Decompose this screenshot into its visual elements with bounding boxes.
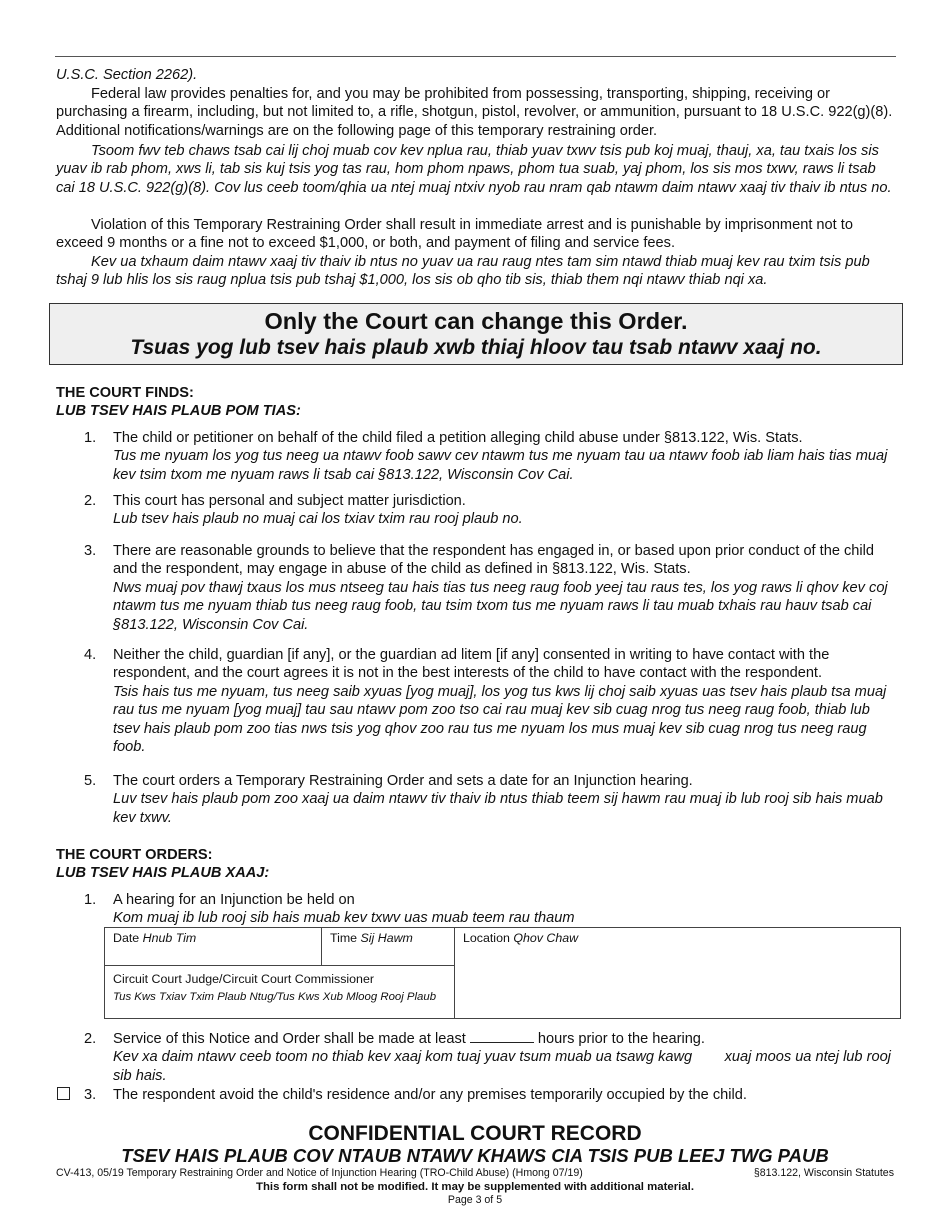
time-field[interactable] bbox=[322, 928, 455, 966]
judge-label-hmong: Tus Kws Txiav Txim Plaub Ntug/Tus Kws Xub Mloog Rooj Plaub bbox=[113, 991, 437, 1003]
banner-english: Only the Court can change this Order. bbox=[264, 308, 688, 334]
order-english: A hearing for an Injunction be held on bbox=[113, 892, 355, 908]
court-finds-title-hmong: LUB TSEV HAIS PLAUB POM TIAS: bbox=[56, 403, 301, 420]
finding-hmong: Tsis hais tus me nyuam, tus neeg saib xyuas [yog muaj], los yog tus kws lij choj saib xyuas uas tsev hais plaub tsa muaj rau tus me nyuam [yog muaj] tau sau ntawv pom zoo tso cai rau muaj kev sib cuag nrog tus neeg raug foob, thiab lub tsev hais plaub pom zoo tias nws tsis yog qhov zoo rau tus me nyuam los mus muaj kev sib cuag nrog tus neeg raug foob. bbox=[113, 683, 887, 756]
service-hours-blank[interactable] bbox=[470, 1030, 534, 1043]
form-identifier: CV-413, 05/19 Temporary Restraining Order and Notice of Injunction Hearing (TRO-Child Abuse) (Hmong 07/19) bbox=[56, 1167, 583, 1179]
finding-english: The child or petitioner on behalf of the child filed a petition alleging child abuse under §813.122, Wis. Stats. bbox=[113, 430, 803, 446]
hearing-details-table bbox=[104, 927, 901, 1019]
court-finds-title-english: THE COURT FINDS: bbox=[56, 385, 194, 401]
order-number: 2. bbox=[84, 1031, 97, 1047]
finding-number: 4. bbox=[84, 647, 97, 663]
finding-hmong: Luv tsev hais plaub pom zoo xaaj ua daim ntawv tiv thaiv ib ntus thiab teem sij hawm rau muaj ib lub rooj sib hais muab kev txwv. bbox=[113, 791, 883, 826]
service-hmong-part2: xuaj moos ua ntej lub rooj sib hais. bbox=[113, 1049, 891, 1084]
top-rule bbox=[55, 56, 896, 57]
statute-reference: §813.122, Wisconsin Statutes bbox=[753, 1167, 894, 1179]
date-field[interactable] bbox=[105, 928, 322, 966]
order-hmong: Kom muaj ib lub rooj sib hais muab kev txwv uas muab teem rau thaum bbox=[113, 910, 575, 927]
service-english-part2: hours prior to the hearing. bbox=[537, 1031, 705, 1047]
page-number: Page 3 of 5 bbox=[447, 1194, 503, 1206]
court-change-banner bbox=[49, 303, 903, 365]
court-orders-title-hmong: LUB TSEV HAIS PLAUB XAAJ: bbox=[56, 865, 270, 882]
finding-number: 1. bbox=[84, 430, 97, 446]
finding-item-3 bbox=[84, 542, 896, 634]
finding-number: 2. bbox=[84, 493, 97, 509]
finding-item-2 bbox=[84, 492, 896, 529]
judge-field[interactable] bbox=[105, 966, 455, 1018]
violation-english: Violation of this Temporary Restraining Order shall result in immediate arrest and is punishable by imprisonment not to exceed 9 months or a fine not to exceed $1,000, or both, and payment of filing and service fees. bbox=[56, 217, 853, 252]
court-orders-title-english: THE COURT ORDERS: bbox=[56, 847, 213, 863]
finding-hmong: Nws muaj pov thawj txaus los mus ntseeg tau hais tias tus neeg raug foob yeej tau raus tes, los yog raws li qhov kev coj ntawm tus me nyuam thiab tus neeg raug foob, tau tsim txom tus me nyuam raws li tau muab txhais rau hauv tsab cai §813.122, Wisconsin Cov Cai. bbox=[113, 579, 888, 633]
finding-hmong: Lub tsev hais plaub no muaj cai los txiav txim rau rooj plaub no. bbox=[113, 511, 523, 528]
finding-item-1 bbox=[84, 429, 896, 484]
modification-notice: This form shall not be modified. It may be supplemented with additional material. bbox=[256, 1181, 694, 1193]
finding-number: 5. bbox=[84, 773, 97, 789]
location-label-english: Location bbox=[463, 931, 510, 945]
usc-citation-end: U.S.C. Section 2262). bbox=[56, 67, 198, 83]
location-field[interactable] bbox=[455, 928, 900, 1018]
finding-number: 3. bbox=[84, 543, 97, 559]
court-finds-heading bbox=[56, 384, 301, 421]
finding-item-4 bbox=[84, 646, 896, 756]
finding-english: Neither the child, guardian [if any], or the guardian ad litem [if any] consented in writing to have contact with the respondent, and the court agrees it is not in the best interests of the child to have contact with the respondent. bbox=[113, 647, 830, 682]
order-english: The respondent avoid the child's residence and/or any premises temporarily occupied by the child. bbox=[113, 1087, 747, 1103]
order-number: 1. bbox=[84, 892, 97, 908]
service-hmong-part1: Kev xa daim ntawv ceeb toom no thiab kev xaaj kom tuaj yuav tsum muab ua tsawg kawg bbox=[113, 1049, 693, 1066]
order-item-3 bbox=[84, 1086, 896, 1104]
judge-label-english: Circuit Court Judge/Circuit Court Commissioner bbox=[113, 972, 374, 986]
finding-item-5 bbox=[84, 772, 896, 827]
banner-hmong: Tsuas yog lub tsev hais plaub xwb thiaj hloov tau tsab ntawv xaaj no. bbox=[130, 336, 822, 359]
order-item-1 bbox=[84, 891, 896, 928]
order-number: 3. bbox=[84, 1087, 97, 1103]
service-english-part1: Service of this Notice and Order shall be made at least bbox=[113, 1031, 466, 1047]
date-label-hmong: Hnub Tim bbox=[142, 931, 197, 945]
violation-hmong: Kev ua txhaum daim ntawv xaaj tiv thaiv ib ntus no yuav ua rau raug ntes tam sim ntawd thiab muaj kev rau txim tsis pub tshaj 9 lub hlis los sis raug nplua tsis pub tshaj $1,000, los sis ob qho tib sis, thiab them nqi ntawv thiab nqi xa. bbox=[56, 254, 870, 289]
confidential-record-english: CONFIDENTIAL COURT RECORD bbox=[308, 1122, 642, 1145]
time-label-english: Time bbox=[330, 931, 358, 945]
finding-english: The court orders a Temporary Restraining Order and sets a date for an Injunction hearing. bbox=[113, 773, 693, 789]
avoid-residence-checkbox[interactable] bbox=[57, 1087, 70, 1100]
order-item-2 bbox=[84, 1030, 896, 1085]
date-label-english: Date bbox=[113, 931, 140, 945]
finding-english: There are reasonable grounds to believe that the respondent has engaged in, or based upon prior conduct of the child and the respondent, may engage in abuse of the child as defined in §813.122, Wis. Stats. bbox=[113, 543, 875, 578]
confidential-record-hmong: TSEV HAIS PLAUB COV NTAUB NTAWV KHAWS CIA TSIS PUB LEEJ TWG PAUB bbox=[121, 1145, 829, 1166]
finding-hmong: Tus me nyuam los yog tus neeg ua ntawv foob sawv cev ntawm tus me nyuam tau ua ntawv foob iab liam hais tias muaj kev tsim txom me nyuam raws li tsab cai §813.122, Wisconsin Cov Cai. bbox=[113, 448, 888, 483]
location-label-hmong: Qhov Chaw bbox=[513, 931, 579, 945]
federal-law-english: Federal law provides penalties for, and you may be prohibited from possessing, transporting, shipping, receiving or purchasing a firearm, including, but not limited to, a rifle, shotgun, pistol, revolver, or ammunition, pursuant to 18 U.S.C. 922(g)(8). Additional notifications/warnings are on the following page of this temporary restraining order. bbox=[56, 86, 893, 139]
finding-english: This court has personal and subject matter jurisdiction. bbox=[113, 493, 466, 509]
time-label-hmong: Sij Hawm bbox=[360, 931, 413, 945]
federal-law-hmong: Tsoom fwv teb chaws tsab cai lij choj muab cov kev nplua rau, thiab yuav txwv tsis pub koj muaj, thauj, xa, tau txais los sis yuav ib rab phom, xws li, tab sis kuj tsis yog tas rau, hom phom npaws, phom tua suab, yaj phom, los sis mos txwv, raws li tsab cai 18 U.S.C. 922(g)(8). Cov lus ceeb toom/qhia ua ntej muaj ntxiv nyob rau nram qab ntawm daim ntawv xaaj tiv thaiv ib ntus no. bbox=[56, 143, 892, 196]
court-orders-heading bbox=[56, 846, 269, 883]
